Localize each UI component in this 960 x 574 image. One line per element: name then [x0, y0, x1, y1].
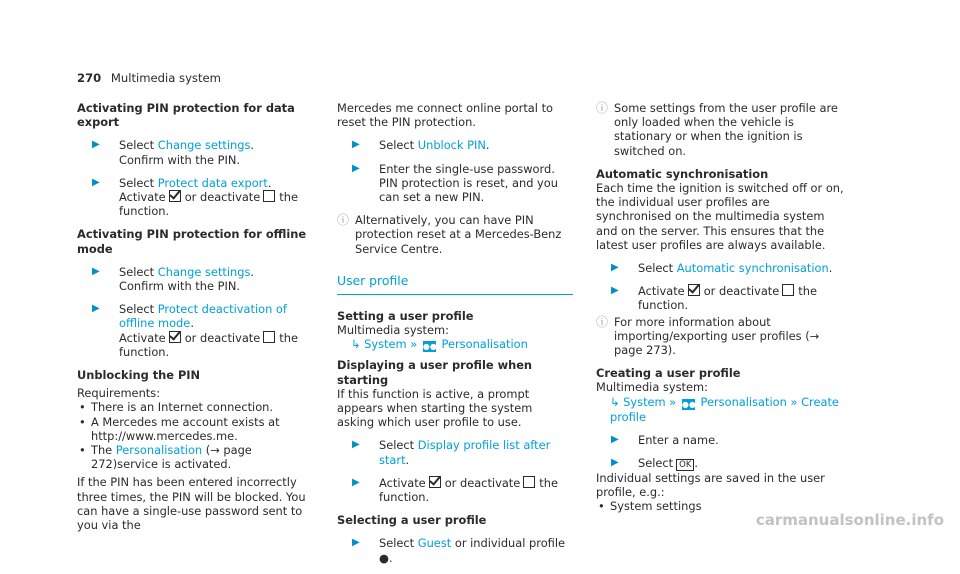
step-text: Select: [638, 456, 674, 471]
heading-auto-sync: Automatic synchronisation: [596, 166, 769, 181]
triangle-arrow-icon: ▶: [92, 265, 100, 277]
list-item: [77, 415, 313, 443]
checked-box-icon: [429, 476, 441, 488]
heading-display-profile: Displaying a user profile when starting: [337, 358, 533, 387]
step-text: Activate: [638, 284, 685, 299]
step-text: the function.: [638, 284, 817, 313]
step-text: Select: [119, 264, 158, 279]
triangle-arrow-icon: ▶: [92, 176, 100, 188]
unchecked-box-icon: [263, 331, 275, 343]
list-text: System settings: [610, 499, 702, 514]
link-change-settings[interactable]: Change settings: [157, 138, 251, 153]
step-text: Select: [379, 138, 418, 153]
personalisation-icon: ●●: [422, 342, 437, 352]
step: [77, 265, 313, 293]
path-system[interactable]: System: [364, 337, 407, 352]
step-text: Confirm with the PIN.: [119, 152, 240, 167]
unblock-paragraph: If the PIN has been entered incorrectly three times, the PIN will be blocked. You can have a single-use password sent to you via the: [77, 475, 306, 533]
heading-setting-profile: Setting a user profile: [337, 309, 474, 324]
step: [596, 284, 846, 312]
triangle-arrow-icon: ▶: [611, 262, 619, 274]
requirements-label: Requirements:: [77, 386, 161, 401]
step: [596, 433, 846, 447]
note: [596, 101, 846, 158]
double-chevron-icon: »: [669, 394, 677, 409]
step: [337, 536, 573, 564]
step: [596, 456, 846, 471]
step-text: .: [250, 264, 255, 279]
auto-sync-paragraph: Each time the ignition is switched off or on, the individual user profiles are synchronised on the multimedia system and on the server. This ensures that the latest user profiles are always available.: [596, 181, 844, 252]
saved-paragraph: Individual settings are saved in the user profile, e.g.:: [596, 471, 825, 500]
double-chevron-icon: »: [410, 337, 418, 352]
bullet-icon: •: [79, 400, 86, 415]
step-text: or deactivate: [444, 475, 521, 490]
note-text: Alternatively, you can have PIN protection reset at a Mercedes-Benz Service Centre.: [355, 213, 562, 256]
note-text: For more information about importing/exporting user profiles (→ page 273).: [614, 314, 820, 358]
note: [337, 213, 573, 256]
step-text: Enter the single-use password.: [379, 161, 555, 176]
triangle-arrow-icon: ▶: [611, 457, 619, 469]
heading-data-export: Activating PIN protection for data export: [77, 101, 295, 130]
personalisation-icon: ●●: [681, 399, 696, 409]
list-text: A Mercedes me account exists at http://www.mercedes.me.: [91, 414, 280, 443]
step-text: the function.: [119, 330, 298, 359]
path-system[interactable]: System: [623, 394, 666, 409]
link-protect-data-export[interactable]: Protect data export: [157, 175, 268, 190]
step-text: .: [250, 138, 255, 153]
triangle-arrow-icon: ▶: [611, 433, 619, 445]
checked-box-icon: [688, 284, 700, 296]
link-guest[interactable]: Guest: [417, 536, 452, 551]
step-text: Activate: [119, 190, 166, 205]
step-text: or individual profile ●.: [379, 536, 566, 565]
bullet-icon: •: [598, 499, 605, 514]
menu-path: [596, 395, 846, 424]
step: [77, 302, 313, 359]
path-create-profile[interactable]: Create profile: [610, 394, 839, 424]
menu-path: [337, 337, 573, 352]
triangle-arrow-icon: ▶: [352, 162, 360, 174]
step-text: or deactivate: [184, 330, 261, 345]
heading-unblocking: Unblocking the PIN: [77, 368, 201, 383]
double-chevron-icon: »: [790, 394, 798, 409]
step: [77, 176, 313, 219]
step-text: .: [694, 456, 699, 471]
step-text: or deactivate: [703, 284, 780, 299]
step-text: Confirm with the PIN.: [119, 279, 240, 294]
link-protect-offline-mode[interactable]: Protect deactivation of offline mode: [119, 302, 287, 331]
note-text: Some settings from the user profile are only loaded when the vehicle is stationary or when the ignition is switched on.: [614, 101, 838, 158]
link-display-profile-list[interactable]: Display profile list after start: [379, 438, 551, 467]
info-circle-icon: ⓘ: [337, 213, 350, 228]
list-text: The: [91, 443, 116, 458]
step-text: the function.: [119, 190, 298, 219]
heading-select-profile: Selecting a user profile: [337, 513, 487, 528]
link-personalisation[interactable]: Personalisation: [115, 443, 203, 458]
display-paragraph: If this function is active, a prompt appears when starting the system asking which user profile to use.: [337, 386, 533, 430]
step-text: Activate: [379, 475, 426, 490]
step-text: Enter a name.: [638, 432, 719, 447]
bullet-icon: •: [79, 443, 86, 458]
step-text: .: [405, 452, 410, 467]
step-text: PIN protection is reset, and you can set a new PIN.: [379, 175, 558, 205]
triangle-arrow-icon: ▶: [611, 285, 619, 297]
unchecked-box-icon: [523, 476, 535, 488]
checked-box-icon: [169, 331, 181, 343]
unchecked-box-icon: [263, 190, 275, 202]
unchecked-box-icon: [782, 284, 794, 296]
link-automatic-sync[interactable]: Automatic synchronisation: [676, 261, 829, 276]
step-text: Select: [379, 438, 418, 453]
hook-arrow-icon: ↳: [351, 337, 361, 352]
step-text: Activate: [119, 330, 166, 345]
info-circle-icon: ⓘ: [596, 101, 609, 115]
triangle-arrow-icon: ▶: [352, 139, 360, 151]
heading-create-profile: Creating a user profile: [596, 366, 741, 381]
step: [337, 476, 573, 504]
step-text: .: [828, 261, 833, 276]
step-text: Select: [119, 138, 158, 153]
link-unblock-pin[interactable]: Unblock PIN: [417, 138, 486, 153]
step-text: Select: [638, 261, 677, 276]
triangle-arrow-icon: ▶: [352, 476, 360, 488]
portal-paragraph: Mercedes me connect online portal to reset the PIN protection.: [337, 101, 553, 130]
triangle-arrow-icon: ▶: [92, 139, 100, 151]
list-text: There is an Internet connection.: [91, 400, 274, 415]
step-text: Select: [119, 175, 158, 190]
header-title: Multimedia system: [110, 71, 221, 85]
ok-button-icon: OK: [676, 459, 694, 471]
multimedia-system-label: Multimedia system:: [337, 323, 449, 338]
section-heading-user-profile: User profile: [337, 274, 573, 295]
step: [337, 162, 573, 205]
heading-offline-mode: Activating PIN protection for offline mode: [77, 227, 307, 256]
hook-arrow-icon: ↳: [610, 394, 620, 409]
info-circle-icon: ⓘ: [596, 314, 609, 329]
step-text: or deactivate: [184, 190, 261, 205]
column-3: [596, 101, 846, 514]
path-personalisation[interactable]: Personalisation: [441, 337, 528, 352]
step: [77, 138, 313, 166]
triangle-arrow-icon: ▶: [352, 439, 360, 451]
step-text: .: [190, 316, 194, 331]
step: [337, 138, 573, 152]
step: [337, 438, 573, 466]
column-2: [337, 101, 573, 574]
step-text: the function.: [379, 475, 558, 505]
step-text: Select: [119, 302, 158, 317]
step-text: .: [485, 138, 490, 153]
triangle-arrow-icon: ▶: [92, 303, 100, 315]
triangle-arrow-icon: ▶: [352, 537, 360, 549]
step-text: .: [267, 175, 272, 190]
list-item: [77, 443, 313, 471]
list-text: (→ page 272)service is activated.: [91, 443, 252, 472]
column-1: [77, 101, 313, 541]
note: [596, 315, 846, 358]
page-number: 270: [77, 71, 102, 85]
checked-box-icon: [169, 190, 181, 202]
list-item: [77, 400, 313, 414]
link-change-settings[interactable]: Change settings: [157, 264, 251, 279]
step-text: Select: [379, 536, 418, 551]
bullet-icon: •: [79, 414, 86, 429]
page-header: [77, 71, 221, 85]
path-personalisation[interactable]: Personalisation: [700, 394, 787, 409]
watermark: carmanualsonline.info: [755, 510, 944, 529]
multimedia-system-label: Multimedia system:: [596, 380, 708, 395]
step: [596, 261, 846, 275]
